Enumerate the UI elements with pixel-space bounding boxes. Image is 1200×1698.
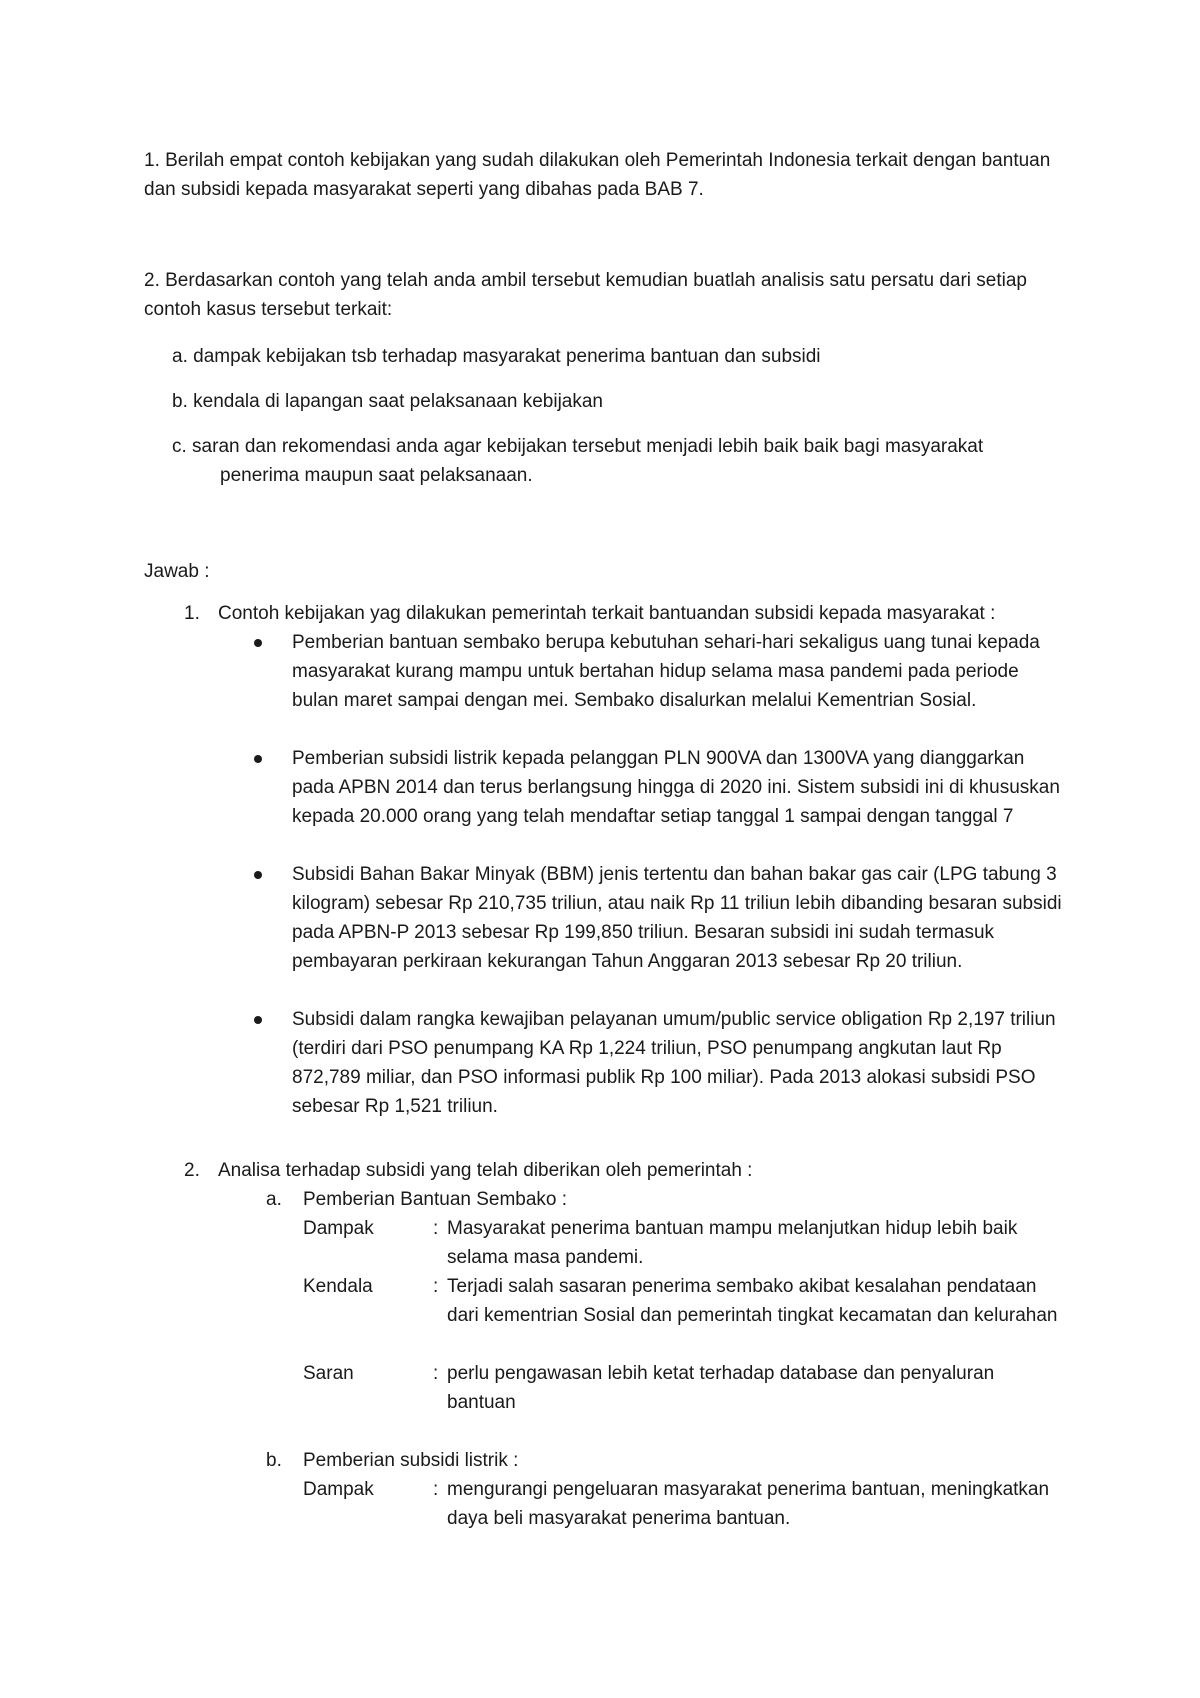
- row-key: Dampak: [303, 1479, 374, 1500]
- sub-c-line-2: penerima maupun saat pelaksanaan.: [220, 465, 533, 486]
- answer-label: Jawab :: [144, 561, 210, 582]
- analysis-a-title: Pemberian Bantuan Sembako :: [303, 1189, 568, 1210]
- bullet-list: [250, 860, 1070, 976]
- bullet-icon: [254, 871, 262, 879]
- answer-1-heading: Contoh kebijakan yag dilakukan pemerintah terkait bantuandan subsidi kepada masyarakat :: [218, 603, 996, 624]
- row-value: mengurangi pengeluaran masyarakat penerima bantuan, meningkatkan daya beli masyarakat penerima bantuan.: [447, 1479, 1050, 1529]
- question-2-sub-c: [172, 432, 1072, 490]
- analysis-b-letter: b.: [266, 1450, 282, 1471]
- row-colon: :: [433, 1218, 439, 1239]
- bullet-list: [250, 1005, 1070, 1121]
- row-colon: :: [433, 1363, 439, 1384]
- analysis-a-letter: a.: [266, 1189, 282, 1210]
- answer-1-number: 1.: [184, 603, 200, 624]
- question-1: 1. Berilah empat contoh kebijakan yang sudah dilakukan oleh Pemerintah Indonesia terkait dengan bantuan dan subsidi kepada masyarakat seperti yang dibahas pada BAB 7.: [144, 150, 1051, 200]
- sub-c-line-1: c. saran dan rekomendasi anda agar kebijakan tersebut menjadi lebih baik baik bagi masyarakat: [172, 436, 984, 457]
- list-item: [250, 1005, 1070, 1121]
- bullet-icon: [254, 755, 262, 763]
- row-value: perlu pengawasan lebih ketat terhadap database dan penyaluran bantuan: [447, 1363, 995, 1413]
- bullet-text: Pemberian bantuan sembako berupa kebutuhan sehari-hari sekaligus uang tunai kepada masyarakat kurang mampu untuk bertahan hidup selama masa pandemi pada periode bulan maret sampai dengan mei. Sembako disalurkan melalui Kementrian Sosial.: [292, 632, 1040, 711]
- answer-2-number: 2.: [184, 1160, 200, 1181]
- analysis-b-title: Pemberian subsidi listrik :: [303, 1450, 519, 1471]
- row-key: Saran: [303, 1363, 354, 1384]
- list-item: [250, 628, 1070, 715]
- bullet-list: [250, 744, 1070, 831]
- bullet-text: Subsidi dalam rangka kewajiban pelayanan umum/public service obligation Rp 2,197 triliun (terdiri dari PSO penumpang KA Rp 1,224 triliun, PSO penumpang angkutan laut Rp 872,789 miliar, dan PSO informasi publik Rp 100 miliar). Pada 2013 alokasi subsidi PSO sebesar Rp 1,521 triliun.: [292, 1009, 1056, 1117]
- bullet-list: [250, 628, 1070, 715]
- bullet-icon: [254, 1016, 262, 1024]
- bullet-text: Subsidi Bahan Bakar Minyak (BBM) jenis tertentu dan bahan bakar gas cair (LPG tabung 3 kilogram) sebesar Rp 210,735 triliun, atau naik Rp 11 triliun lebih dibanding besaran subsidi pada APBN-P 2013 sebesar Rp 199,850 triliun. Besaran subsidi ini sudah termasuk pembayaran perkiraan kekurangan Tahun Anggaran 2013 sebesar Rp 20 triliun.: [292, 864, 1062, 972]
- question-2: 2. Berdasarkan contoh yang telah anda ambil tersebut kemudian buatlah analisis satu persatu dari setiap contoh kasus tersebut terkait:: [144, 270, 1027, 320]
- answer-2-heading: Analisa terhadap subsidi yang telah diberikan oleh pemerintah :: [218, 1160, 753, 1181]
- list-item: [250, 744, 1070, 831]
- bullet-text: Pemberian subsidi listrik kepada pelanggan PLN 900VA dan 1300VA yang dianggarkan pada APBN 2014 dan terus berlangsung hingga di 2020 ini. Sistem subsidi ini di khususkan kepada 20.000 orang yang telah mendaftar setiap tanggal 1 sampai dengan tanggal 7: [292, 748, 1060, 827]
- row-key: Dampak: [303, 1218, 374, 1239]
- row-key: Kendala: [303, 1276, 373, 1297]
- row-colon: :: [433, 1479, 439, 1500]
- row-colon: :: [433, 1276, 439, 1297]
- question-2-sub-b: b. kendala di lapangan saat pelaksanaan kebijakan: [172, 391, 603, 412]
- row-value: Masyarakat penerima bantuan mampu melanjutkan hidup lebih baik selama masa pandemi.: [447, 1218, 1018, 1268]
- list-item: [250, 860, 1070, 976]
- row-value: Terjadi salah sasaran penerima sembako akibat kesalahan pendataan dari kementrian Sosial dan pemerintah tingkat kecamatan dan kelurahan: [447, 1276, 1058, 1326]
- question-2-sub-a: a. dampak kebijakan tsb terhadap masyarakat penerima bantuan dan subsidi: [172, 346, 821, 367]
- bullet-icon: [254, 639, 262, 647]
